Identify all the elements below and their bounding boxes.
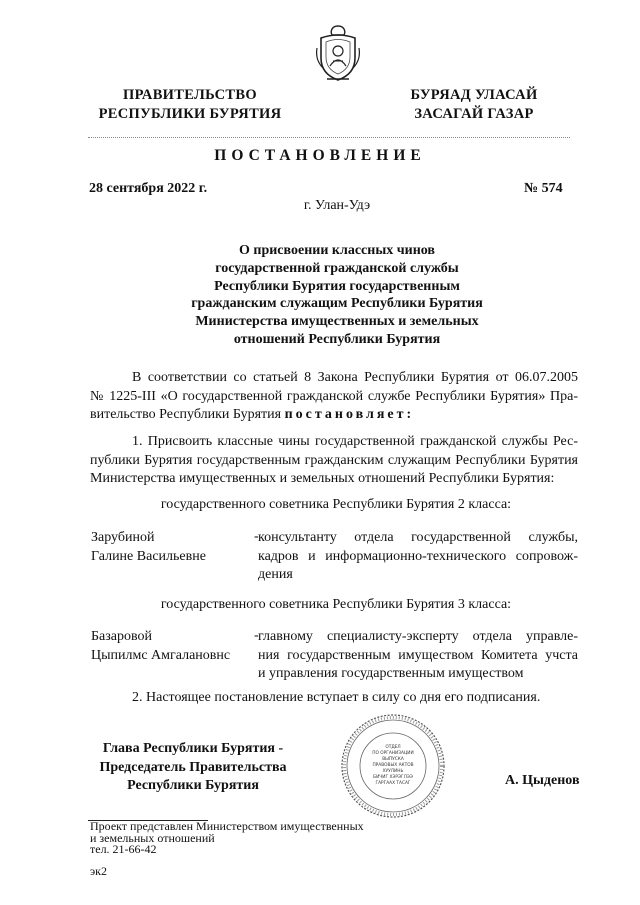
clause-1-line: Министерства имущественных и земельных отношений Республики Бурятия: — [90, 471, 555, 486]
document-date: 28 сентября 2022 г. — [89, 181, 208, 196]
footnote — [90, 821, 364, 856]
clause-1-line: 1. Присвоить классные чины государственной гражданской службы Рес- — [132, 434, 578, 449]
government-name-line1: ПРАВИТЕЛЬСТВО — [123, 87, 257, 103]
appointee-surname: Базаровой — [91, 629, 153, 644]
preamble-paragraph — [90, 369, 578, 425]
subject-line: государственной гражданской службы — [215, 260, 459, 276]
appointee-given-names: Цыпилмс Амгалановнс — [91, 647, 231, 663]
list-dash: - — [254, 529, 259, 544]
clause-2: 2. Настоящее постановление вступает в силу со дня его подписания. — [132, 690, 541, 705]
copy-mark: эк2 — [90, 864, 107, 878]
document-subject — [150, 242, 524, 349]
seal-text-line: ПО ОРГАНИЗАЦИИ — [372, 751, 414, 756]
appointee-position — [258, 628, 578, 684]
appointee-name — [91, 529, 206, 566]
appointee-name — [91, 628, 230, 665]
official-seal-stamp — [340, 713, 446, 819]
preamble-line: вительство Республики Бурятия — [90, 407, 282, 422]
signatory-title — [90, 740, 296, 796]
subject-line: Министерства имущественных и земельных — [195, 314, 479, 330]
list-dash: - — [254, 628, 259, 643]
appointee-surname: Зарубиной — [91, 530, 155, 545]
government-name-line2: РЕСПУБЛИКИ БУРЯТИЯ — [98, 106, 282, 122]
government-name-buryat — [386, 86, 562, 124]
signatory-title-line: Глава Республики Бурятия - — [102, 741, 284, 756]
seal-text-line: ГАРГААХ ТАСАГ — [375, 781, 411, 786]
footnote-line: и земельных отношений — [90, 830, 215, 845]
coat-of-arms-emblem — [313, 24, 363, 84]
appointee-position — [258, 529, 578, 585]
seal-text-line: ПРАВОВЫХ АКТОВ — [372, 763, 414, 768]
position-line: дения — [258, 567, 293, 582]
clause-1-line: публики Бурятия государственным гражданским служащим Республики Бурятия — [90, 452, 578, 468]
subject-line: гражданским служащим Республики Бурятия — [191, 296, 483, 312]
position-line: и управления государственным имуществом — [258, 666, 524, 681]
seal-text-line: ХУУЛИНЬ — [382, 769, 404, 774]
preamble-line: № 1225-III «О государственной гражданской службе Республики Бурятия» Пра- — [90, 388, 578, 404]
footnote-phone: тел. 21-66-42 — [90, 842, 157, 856]
rank-heading: государственного советника Республики Бурятия 2 класса: — [160, 497, 512, 512]
preamble-line-last — [90, 406, 578, 425]
seal-text-line: ВЫПУСКА — [382, 757, 404, 762]
position-line: кадров и информационно-технического сопровож- — [258, 548, 578, 564]
position-line: консультанту отдела государственной службы, — [258, 530, 578, 545]
government-name-russian — [88, 86, 292, 124]
clause-1 — [90, 433, 578, 489]
signatory-title-line: Республики Бурятия — [127, 778, 259, 793]
seal-text-line: ОТДЕЛ — [385, 745, 401, 750]
subject-line: отношений Республики Бурятия — [233, 331, 441, 347]
government-name-buryat-line1: БУРЯАД УЛАСАЙ — [410, 87, 538, 103]
rank-heading: государственного советника Республики Бурятия 3 класса: — [160, 597, 512, 612]
preamble-line: В соответствии со статьей 8 Закона Республики Бурятия от 06.07.2005 — [132, 370, 578, 385]
subject-line: Республики Бурятия государственным — [214, 278, 460, 294]
seal-text-line: БИЧИГ ХЭРЭГЛЭЭ — [373, 775, 413, 780]
document-number: № 574 — [524, 181, 563, 196]
footnote-line: Проект представлен Министерством имущественных — [90, 819, 364, 833]
government-name-buryat-line2: ЗАСАГАЙ ГАЗАР — [414, 106, 534, 122]
position-line: главному специалисту-эксперту отдела управле- — [258, 629, 578, 644]
document-title: ПОСТАНОВЛЕНИЕ — [214, 147, 426, 164]
subject-line: О присвоении классных чинов — [239, 243, 435, 258]
signatory-title-line: Председатель Правительства — [99, 759, 287, 775]
decree-word: постановляет: — [284, 407, 415, 422]
signatory-name: А. Цыденов — [505, 773, 580, 788]
position-line: ния государственным имуществом Комитета учста — [258, 647, 578, 663]
appointee-given-names: Галине Васильевне — [91, 548, 206, 564]
header-divider — [88, 137, 570, 138]
document-city: г. Улан-Удэ — [303, 198, 371, 213]
